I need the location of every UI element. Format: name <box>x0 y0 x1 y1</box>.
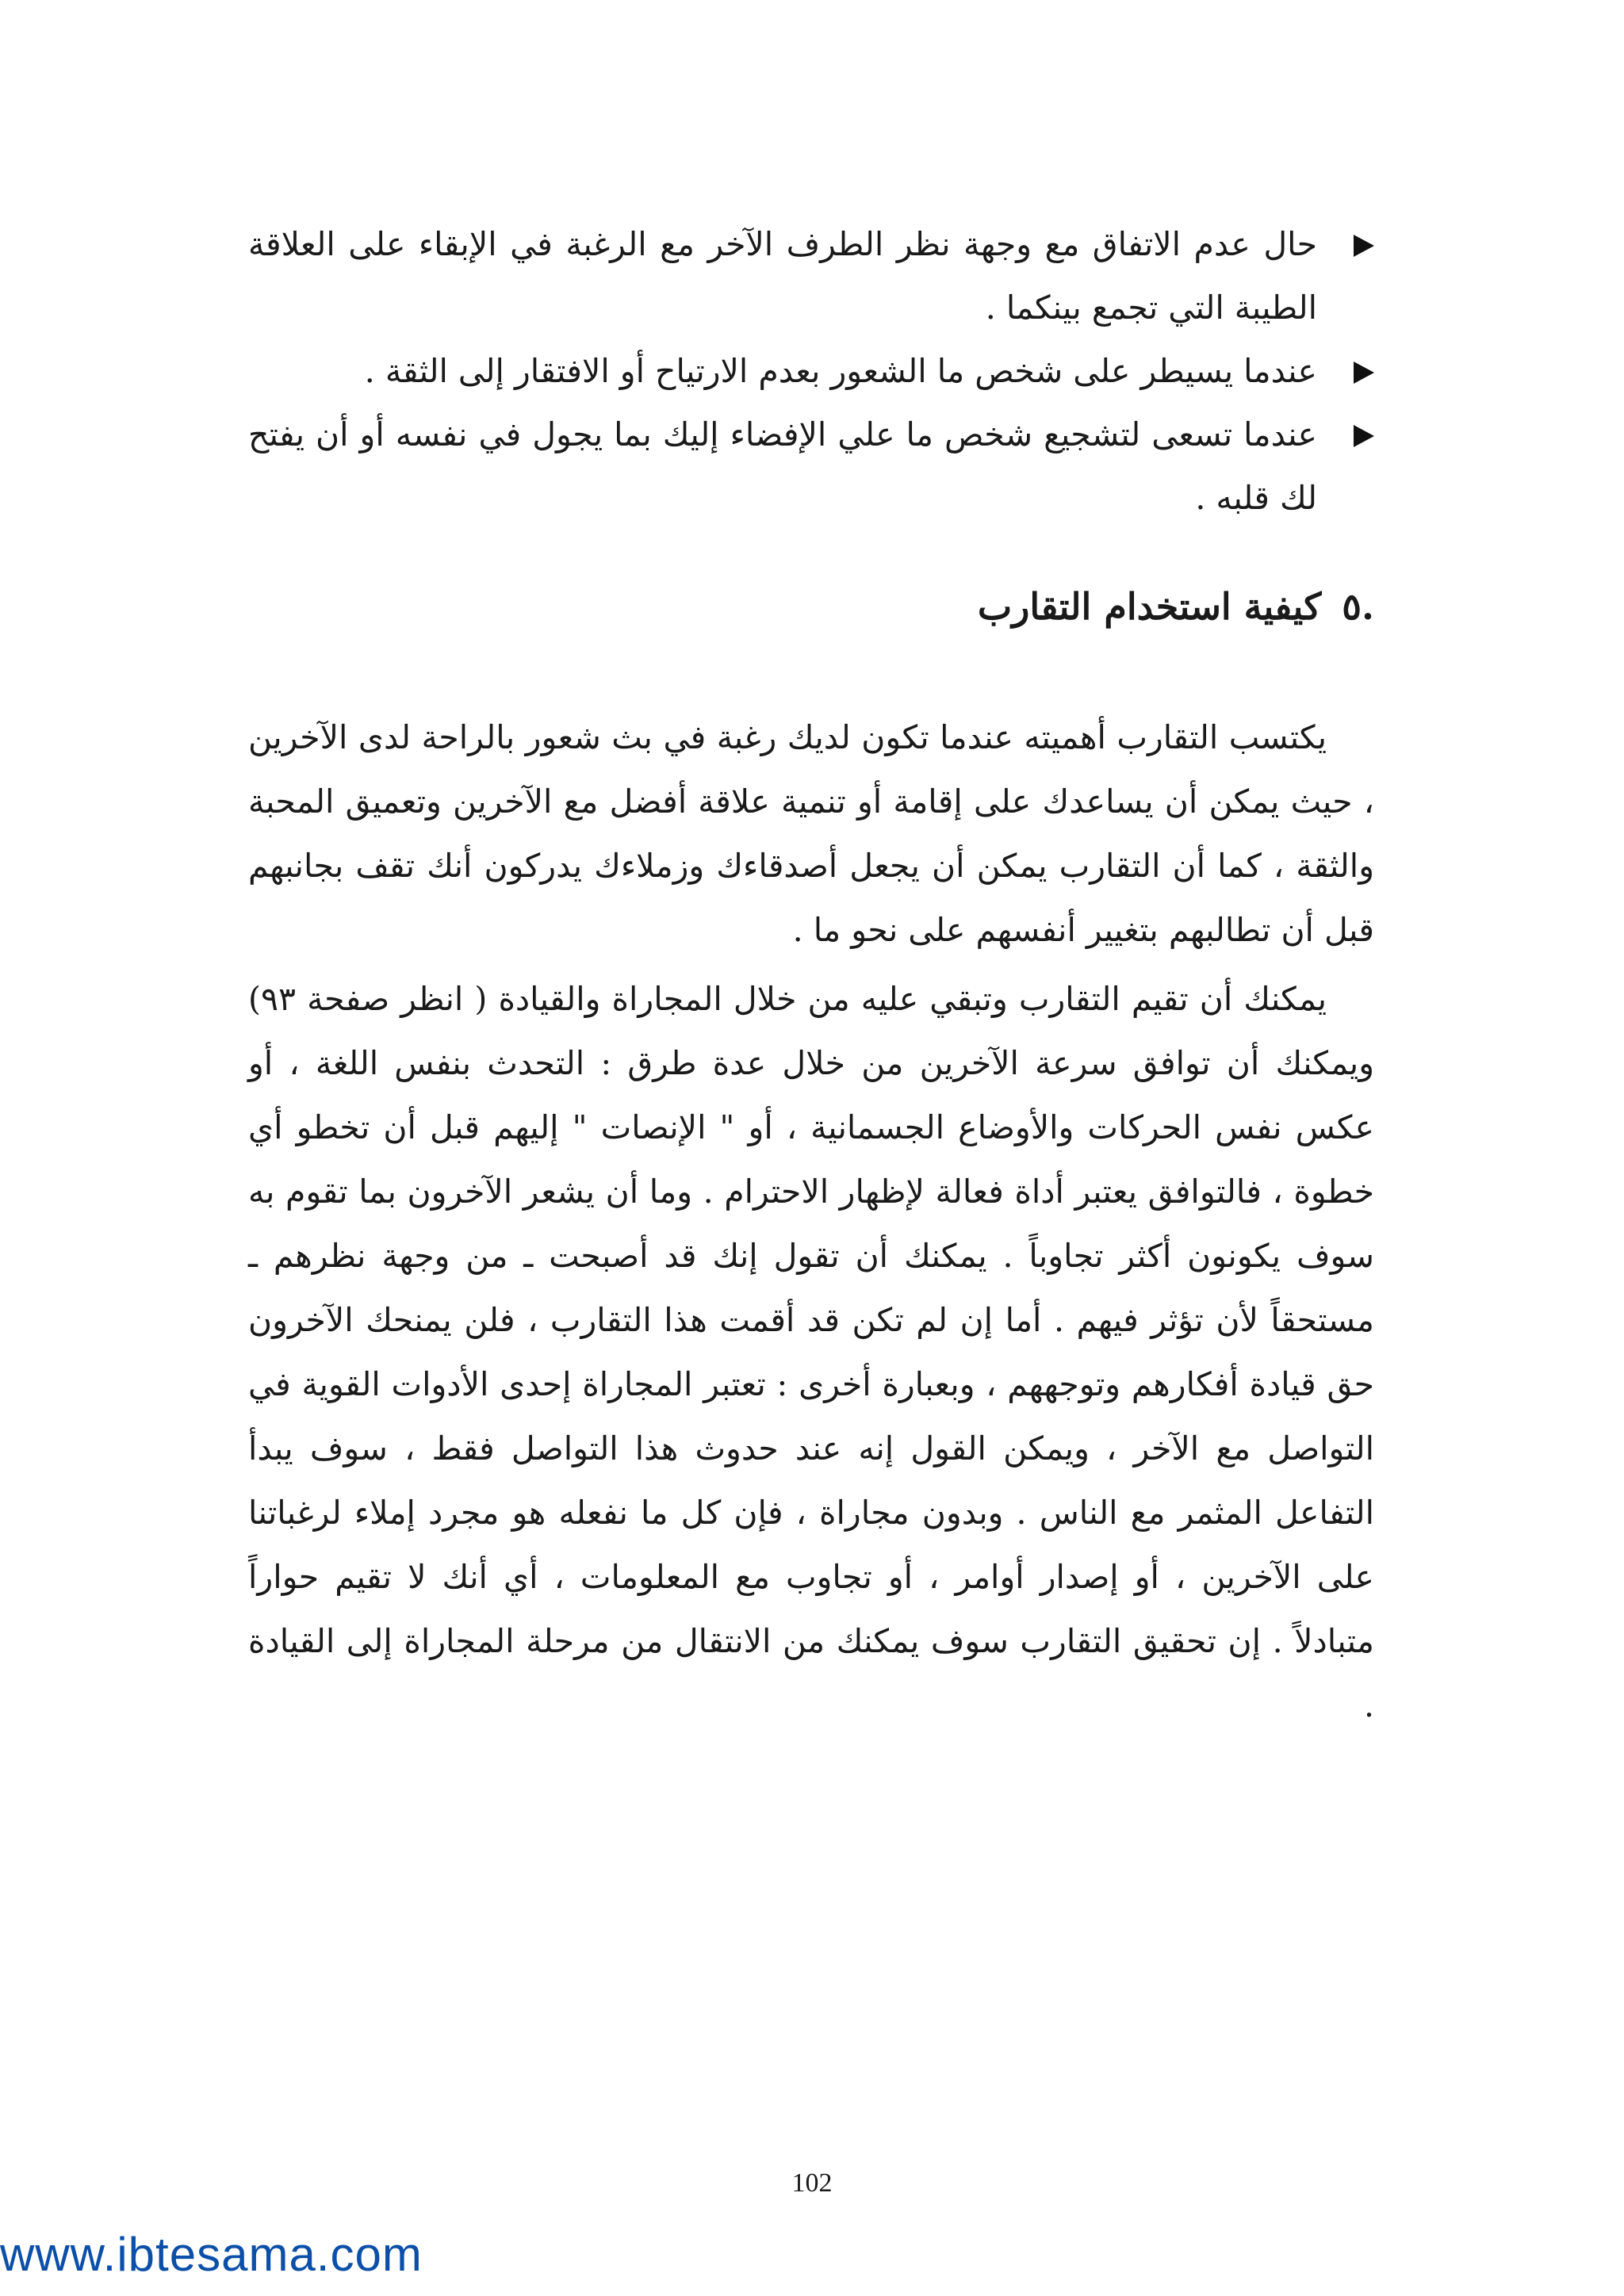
website-watermark: www.ibtesama.com <box>0 2228 423 2281</box>
section-title: كيفية استخدام التقارب <box>977 585 1322 628</box>
section-number: .٥ <box>1342 585 1374 628</box>
bullet-list <box>248 212 1374 530</box>
paragraph: يمكنك أن تقيم التقارب وتبقي عليه من خلال المجاراة والقيادة ( انظر صفحة ٩٣) ويمكنك أن توافق سرعة الآخرين من خلال عدة طرق : التحدث بنفس اللغة ، أو عكس نفس الحركات والأوضاع الجسمانية ، أو " الإنصات " إليهم قبل أن تخطو أي خطوة ، فالتوافق يعتبر أداة فعالة لإظهار الاحترام . وما أن يشعر الآخرون بما تقوم به سوف يكونون أكثر تجاوباً . يمكنك أن تقول إنك قد أصبحت ـ من وجهة نظرهم ـ مستحقاً لأن تؤثر فيهم . أما إن لم تكن قد أقمت هذا التقارب ، فلن يمنحك الآخرون حق قيادة أفكارهم وتوجههم ، وبعبارة أخرى : تعتبر المجاراة إحدى الأدوات القوية في التواصل مع الآخر ، ويمكن القول إنه عند حدوث هذا التواصل فقط ، سوف يبدأ التفاعل المثمر مع الناس . وبدون مجاراة ، فإن كل ما نفعله هو مجرد إملاء لرغباتنا على الآخرين ، أو إصدار أوامر ، أو تجاوب مع المعلومات ، أي أنك لا تقيم حواراً متبادلاً . إن تحقيق التقارب سوف يمكنك من الانتقال من مرحلة المجاراة إلى القيادة . <box>248 980 1374 1724</box>
bullet-item <box>248 339 1374 403</box>
triangle-bullet-icon <box>1354 425 1374 447</box>
bullet-item <box>248 403 1374 530</box>
triangle-bullet-icon <box>1354 235 1374 257</box>
bullet-text: عندما يسيطر على شخص ما الشعور بعدم الارتياح أو الافتقار إلى الثقة . <box>364 352 1317 390</box>
paragraph: يكتسب التقارب أهميته عندما تكون لديك رغبة في بث شعور بالراحة لدى الآخرين ، حيث يمكن أن يساعدك على إقامة أو تنمية علاقة أفضل مع الآخرين وتعميق المحبة والثقة ، كما أن التقارب يمكن أن يجعل أصدقاءك وزملاءك يدركون أنك تقف بجانبهم قبل أن تطالبهم بتغيير أنفسهم على نحو ما . <box>248 718 1374 949</box>
page-number: 102 <box>791 2168 833 2198</box>
bullet-text: عندما تسعى لتشجيع شخص ما علي الإفضاء إليك بما يجول في نفسه أو أن يفتح لك قلبه . <box>248 415 1317 517</box>
bullet-text: حال عدم الاتفاق مع وجهة نظر الطرف الآخر مع الرغبة في الإبقاء على العلاقة الطيبة التي تجمع بينكما . <box>248 225 1317 327</box>
body-text <box>248 706 1374 1738</box>
triangle-bullet-icon <box>1354 362 1374 384</box>
bullet-item <box>248 212 1374 339</box>
section-heading <box>978 583 1374 630</box>
